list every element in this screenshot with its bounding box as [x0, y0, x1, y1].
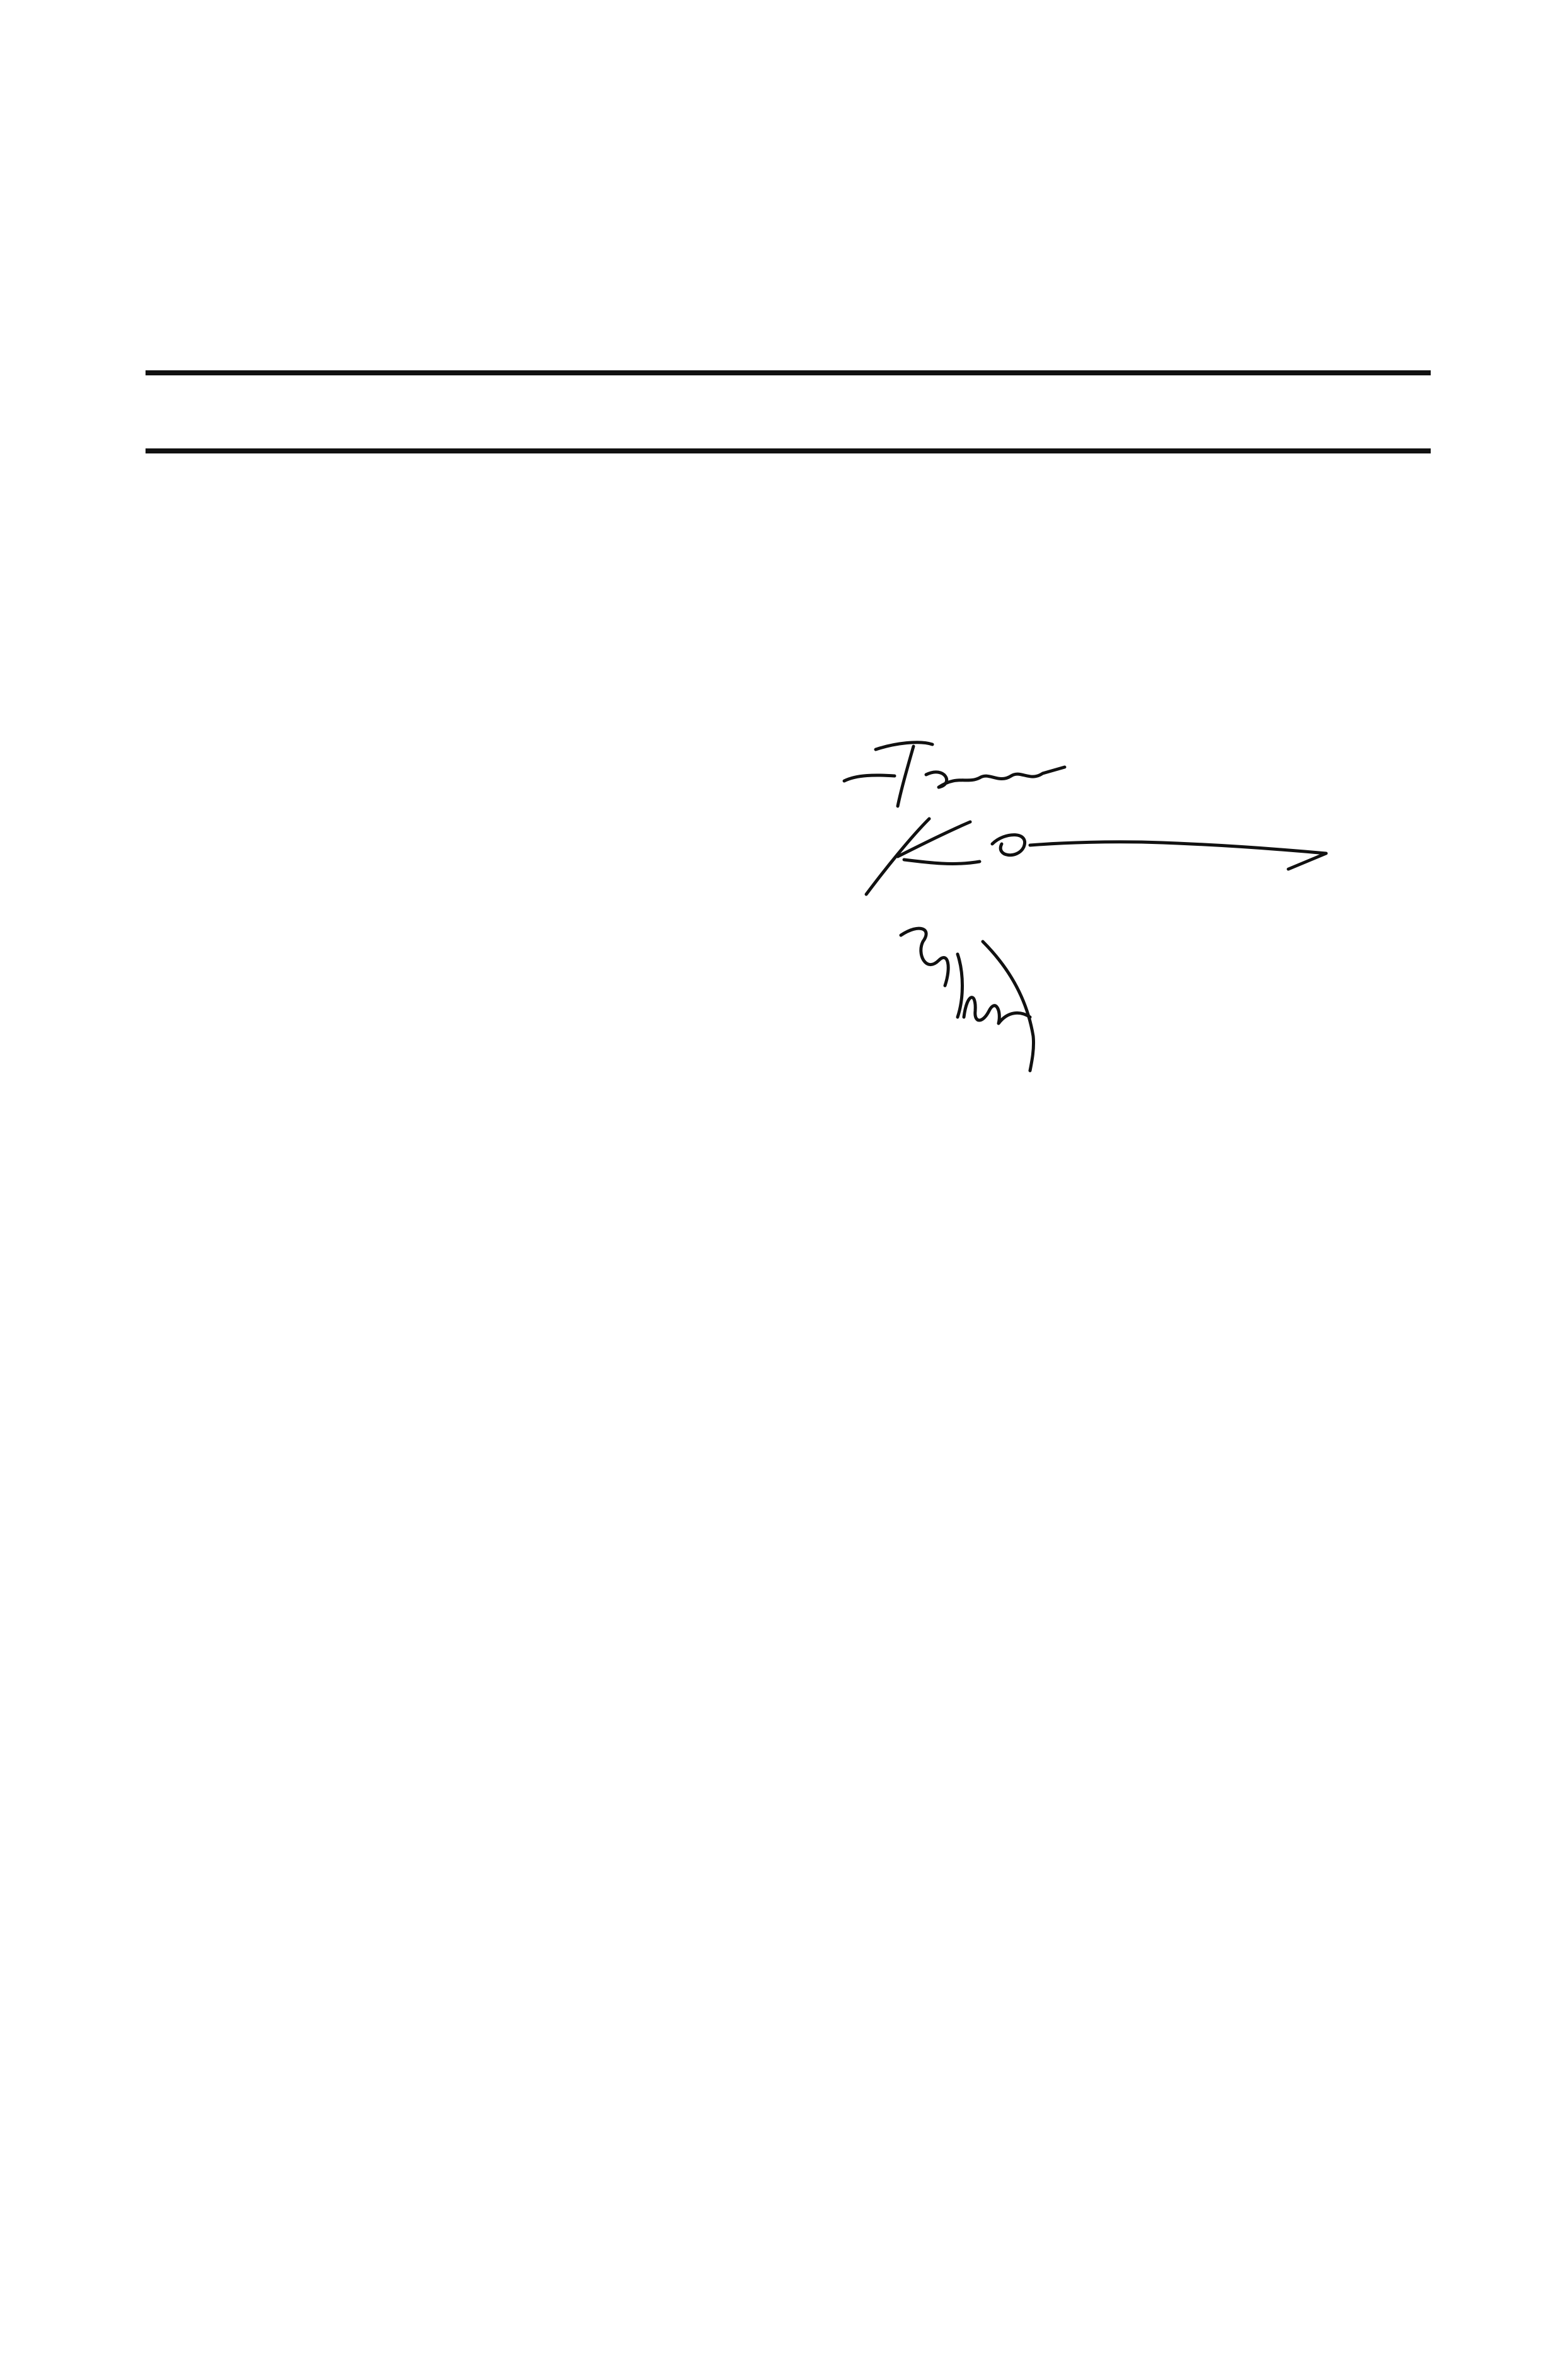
handwritten-signature-pavlov: [838, 731, 1090, 819]
handwritten-signature-petushkova: [888, 916, 1102, 1074]
table-header-bottom-rule: [146, 448, 1431, 453]
table-top-rule: [146, 370, 1431, 375]
handwritten-signature-kalinin: [860, 806, 1364, 907]
